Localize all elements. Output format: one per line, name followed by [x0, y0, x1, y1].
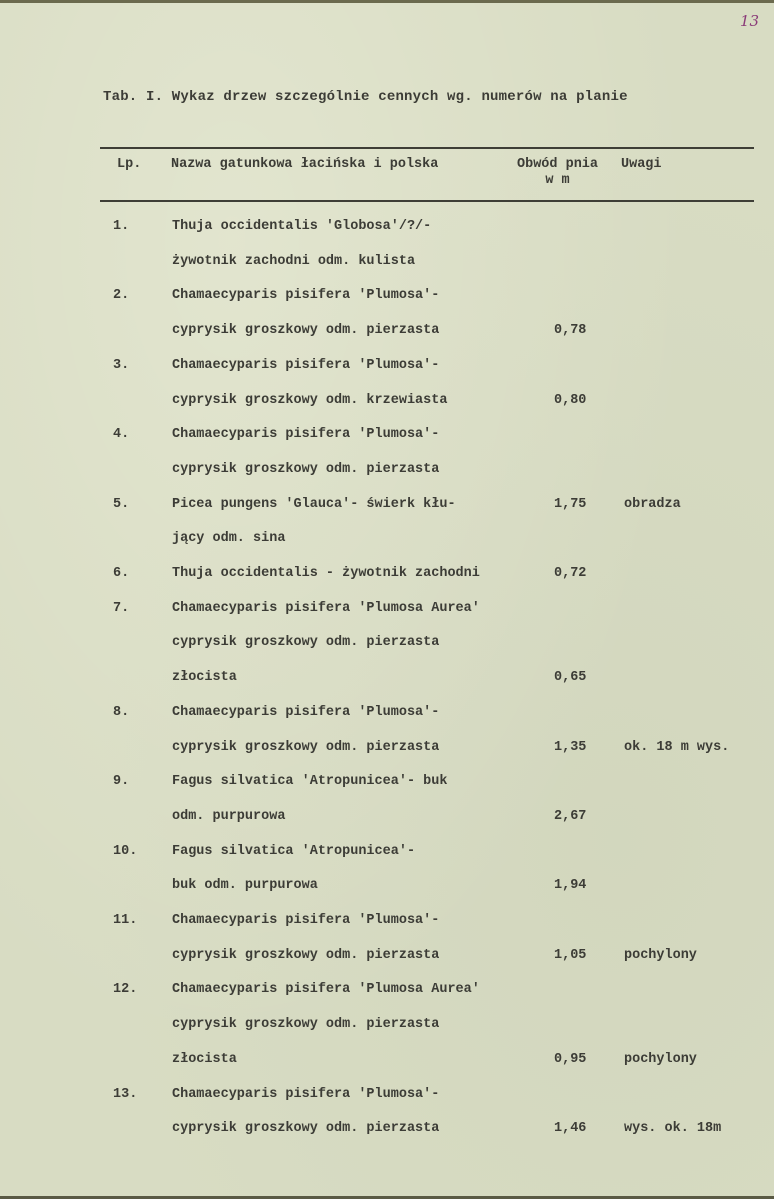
species-name-line: Picea pungens 'Glauca'- świerk kłu- [172, 496, 456, 512]
species-name-line: buk odm. purpurowa [172, 878, 318, 894]
trunk-circumference: 1,94 [554, 878, 587, 894]
species-name-line: żywotnik zachodni odm. kulista [172, 253, 416, 269]
trunk-circumference: 0,80 [554, 392, 587, 408]
column-header-remarks: Uwagi [621, 157, 662, 172]
remarks: pochylony [624, 947, 697, 963]
species-name-line: Chamaecyparis pisifera 'Plumosa'- [172, 427, 440, 443]
remarks: obradza [624, 496, 681, 512]
column-header-circumference-line1: Obwód pnia [517, 157, 599, 172]
trunk-circumference: 2,67 [554, 808, 587, 824]
row-number: 13. [113, 1086, 138, 1102]
trunk-circumference: 0,95 [554, 1051, 587, 1067]
species-name-line: cyprysik groszkowy odm. pierzasta [172, 1121, 440, 1137]
species-name-line: Chamaecyparis pisifera 'Plumosa'- [172, 913, 440, 928]
column-header-name: Nazwa gatunkowa łacińska i polska [171, 157, 439, 172]
species-name-line: jący odm. sina [172, 531, 286, 547]
scan-top-edge [0, 0, 774, 3]
species-name-line: cyprysik groszkowy odm. pierzasta [172, 739, 440, 755]
species-name-line: cyprysik groszkowy odm. pierzasta [172, 1017, 440, 1033]
row-number: 3. [113, 357, 130, 373]
species-name-line: Chamaecyparis pisifera 'Plumosa Aurea' [172, 982, 480, 998]
row-number: 1. [113, 219, 130, 234]
species-name-line: Fagus silvatica 'Atropunicea'- [172, 843, 416, 859]
trunk-circumference: 0,65 [554, 670, 587, 686]
species-name-line: odm. purpurowa [172, 808, 286, 824]
remarks: wys. ok. 18m [624, 1121, 722, 1137]
remarks: pochylony [624, 1051, 697, 1067]
row-number: 9. [113, 774, 130, 790]
species-name-line: złocista [172, 1051, 237, 1067]
row-number: 7. [113, 600, 130, 616]
trunk-circumference: 1,05 [554, 947, 587, 963]
species-name-line: cyprysik groszkowy odm. pierzasta [172, 635, 440, 651]
species-name-line: Chamaecyparis pisifera 'Plumosa'- [172, 704, 440, 720]
trunk-circumference: 0,78 [554, 323, 587, 339]
remarks: ok. 18 m wys. [624, 739, 730, 755]
species-name-line: cyprysik groszkowy odm. pierzasta [172, 461, 440, 477]
row-number: 10. [113, 843, 138, 859]
species-name-line: złocista [172, 670, 237, 686]
column-header-lp: Lp. [117, 157, 142, 172]
row-number: 2. [113, 288, 130, 304]
species-name-line: Chamaecyparis pisifera 'Plumosa'- [172, 288, 440, 304]
species-name-line: Chamaecyparis pisifera 'Plumosa'- [172, 1086, 440, 1102]
trunk-circumference: 1,46 [554, 1121, 587, 1137]
table-top-rule [100, 147, 754, 149]
species-name-line: Thuja occidentalis - żywotnik zachodni [172, 566, 480, 581]
row-number: 8. [113, 704, 130, 720]
row-number: 11. [113, 913, 138, 928]
row-number: 6. [113, 566, 130, 581]
column-header-circumference-line2: w m [545, 173, 570, 188]
table-header-rule [100, 200, 754, 202]
handwritten-page-number: 13 [740, 12, 760, 30]
table-title: Tab. I. Wykaz drzew szczególnie cennych wg. numerów na planie [103, 89, 628, 105]
species-name-line: Fagus silvatica 'Atropunicea'- buk [172, 774, 448, 790]
trunk-circumference: 1,75 [554, 496, 587, 512]
species-name-line: cyprysik groszkowy odm. pierzasta [172, 947, 440, 963]
species-name-line: Chamaecyparis pisifera 'Plumosa Aurea' [172, 600, 480, 616]
row-number: 4. [113, 427, 130, 443]
species-name-line: cyprysik groszkowy odm. krzewiasta [172, 392, 448, 408]
species-name-line: cyprysik groszkowy odm. pierzasta [172, 323, 440, 339]
trunk-circumference: 1,35 [554, 739, 587, 755]
species-name-line: Thuja occidentalis 'Globosa'/?/- [172, 219, 432, 234]
row-number: 12. [113, 982, 138, 998]
row-number: 5. [113, 496, 130, 512]
column-header-circumference [517, 157, 598, 189]
trunk-circumference: 0,72 [554, 566, 587, 581]
species-name-line: Chamaecyparis pisifera 'Plumosa'- [172, 357, 440, 373]
